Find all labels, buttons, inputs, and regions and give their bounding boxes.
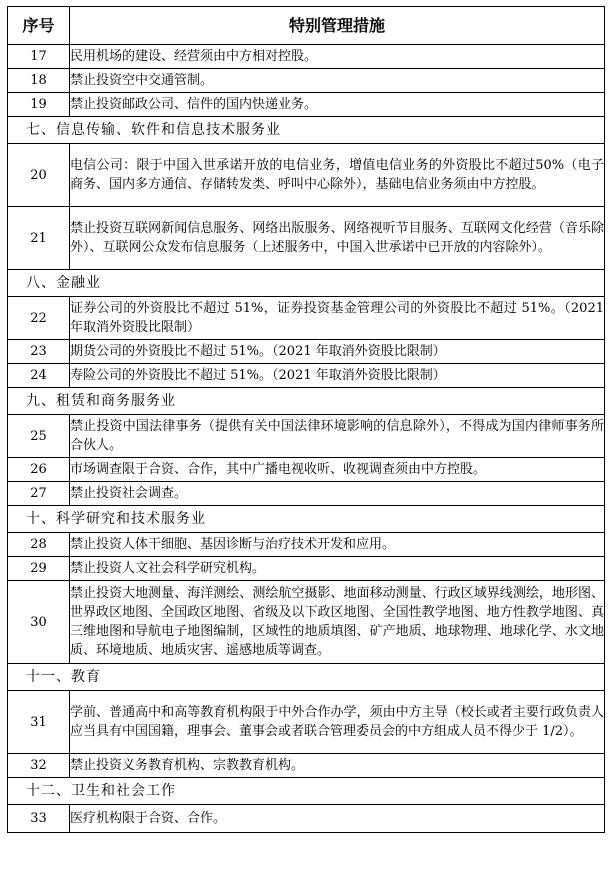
special-measures-table [7,6,605,833]
section-heading: 九、租赁和商务服务业 [8,388,605,415]
section-heading: 十、科学研究和技术服务业 [8,506,605,533]
serial-number: 18 [8,69,70,93]
measure-text: 禁止投资社会调查。 [70,482,605,506]
measure-text: 禁止投资人体干细胞、基因诊断与治疗技术开发和应用。 [70,533,605,557]
table-row [8,144,605,207]
measure-text: 民用机场的建设、经营须由中方相对控股。 [70,45,605,69]
serial-number: 21 [8,207,70,270]
table-row [8,340,605,364]
table-row [8,458,605,482]
section-row [8,117,605,144]
measure-text: 禁止投资邮政公司、信件的国内快递业务。 [70,93,605,117]
measure-text: 禁止投资大地测量、海洋测绘、测绘航空摄影、地面移动测量、行政区域界线测绘，地形图、世界政区地图、全国政区地图、省级及以下政区地图、全国性教学地图、地方性教学地图、真三维地图和导航电子地图编制，区域性的地质填图、矿产地质、地球物理、地球化学、水文地质、环境地质、地质灾害、遥感地质等调查。 [70,581,605,664]
measure-text: 学前、普通高中和高等教育机构限于中外合作办学，须由中方主导（校长或者主要行政负责人应当具有中国国籍，理事会、董事会或者联合管理委员会的中方组成人员不得少于 1/2）。 [70,691,605,754]
measure-text: 禁止投资空中交通管制。 [70,69,605,93]
measure-text: 禁止投资中国法律事务（提供有关中国法律环境影响的信息除外），不得成为国内律师事务所合伙人。 [70,415,605,458]
table-row [8,533,605,557]
serial-number: 30 [8,581,70,664]
table-row [8,207,605,270]
measure-text: 禁止投资互联网新闻信息服务、网络出版服务、网络视听节目服务、互联网文化经营（音乐除外）、互联网公众发布信息服务（上述服务中，中国入世承诺中已开放的内容除外）。 [70,207,605,270]
section-row [8,388,605,415]
serial-number: 22 [8,297,70,340]
table-row [8,482,605,506]
serial-number-header: 序号 [8,7,70,45]
measure-text: 禁止投资义务教育机构、宗教教育机构。 [70,754,605,778]
serial-number: 26 [8,458,70,482]
serial-number: 29 [8,557,70,581]
table-row [8,805,605,833]
serial-number: 25 [8,415,70,458]
table-row [8,691,605,754]
section-row [8,506,605,533]
serial-number: 23 [8,340,70,364]
measure-text: 电信公司：限于中国入世承诺开放的电信业务，增值电信业务的外资股比不超过50%（电子商务、国内多方通信、存储转发类、呼叫中心除外），基础电信业务须由中方控股。 [70,144,605,207]
serial-number: 27 [8,482,70,506]
special-measures-header: 特别管理措施 [70,7,605,45]
measure-text: 禁止投资人文社会科学研究机构。 [70,557,605,581]
serial-number: 24 [8,364,70,388]
section-heading: 十一、教育 [8,664,605,691]
section-heading: 七、信息传输、软件和信息技术服务业 [8,117,605,144]
table-row [8,297,605,340]
serial-number: 32 [8,754,70,778]
section-row [8,778,605,805]
table-row [8,69,605,93]
table-row [8,45,605,69]
section-row [8,664,605,691]
table-row [8,581,605,664]
serial-number: 31 [8,691,70,754]
measure-text: 证券公司的外资股比不超过 51%，证券投资基金管理公司的外资股比不超过 51%。（2021 年取消外资股比限制） [70,297,605,340]
serial-number: 19 [8,93,70,117]
table-row [8,557,605,581]
measure-text: 寿险公司的外资股比不超过 51%。（2021 年取消外资股比限制） [70,364,605,388]
measure-text: 市场调查限于合资、合作，其中广播电视收听、收视调查须由中方控股。 [70,458,605,482]
measure-text: 医疗机构限于合资、合作。 [70,805,605,833]
measure-text: 期货公司的外资股比不超过 51%。（2021 年取消外资股比限制） [70,340,605,364]
section-heading: 八、金融业 [8,270,605,297]
section-row [8,270,605,297]
section-heading: 十二、卫生和社会工作 [8,778,605,805]
table-row [8,364,605,388]
table-row [8,754,605,778]
serial-number: 33 [8,805,70,833]
serial-number: 20 [8,144,70,207]
table-row [8,93,605,117]
serial-number: 28 [8,533,70,557]
table-row [8,415,605,458]
serial-number: 17 [8,45,70,69]
table-header-row [8,7,605,45]
table-body [8,45,605,833]
